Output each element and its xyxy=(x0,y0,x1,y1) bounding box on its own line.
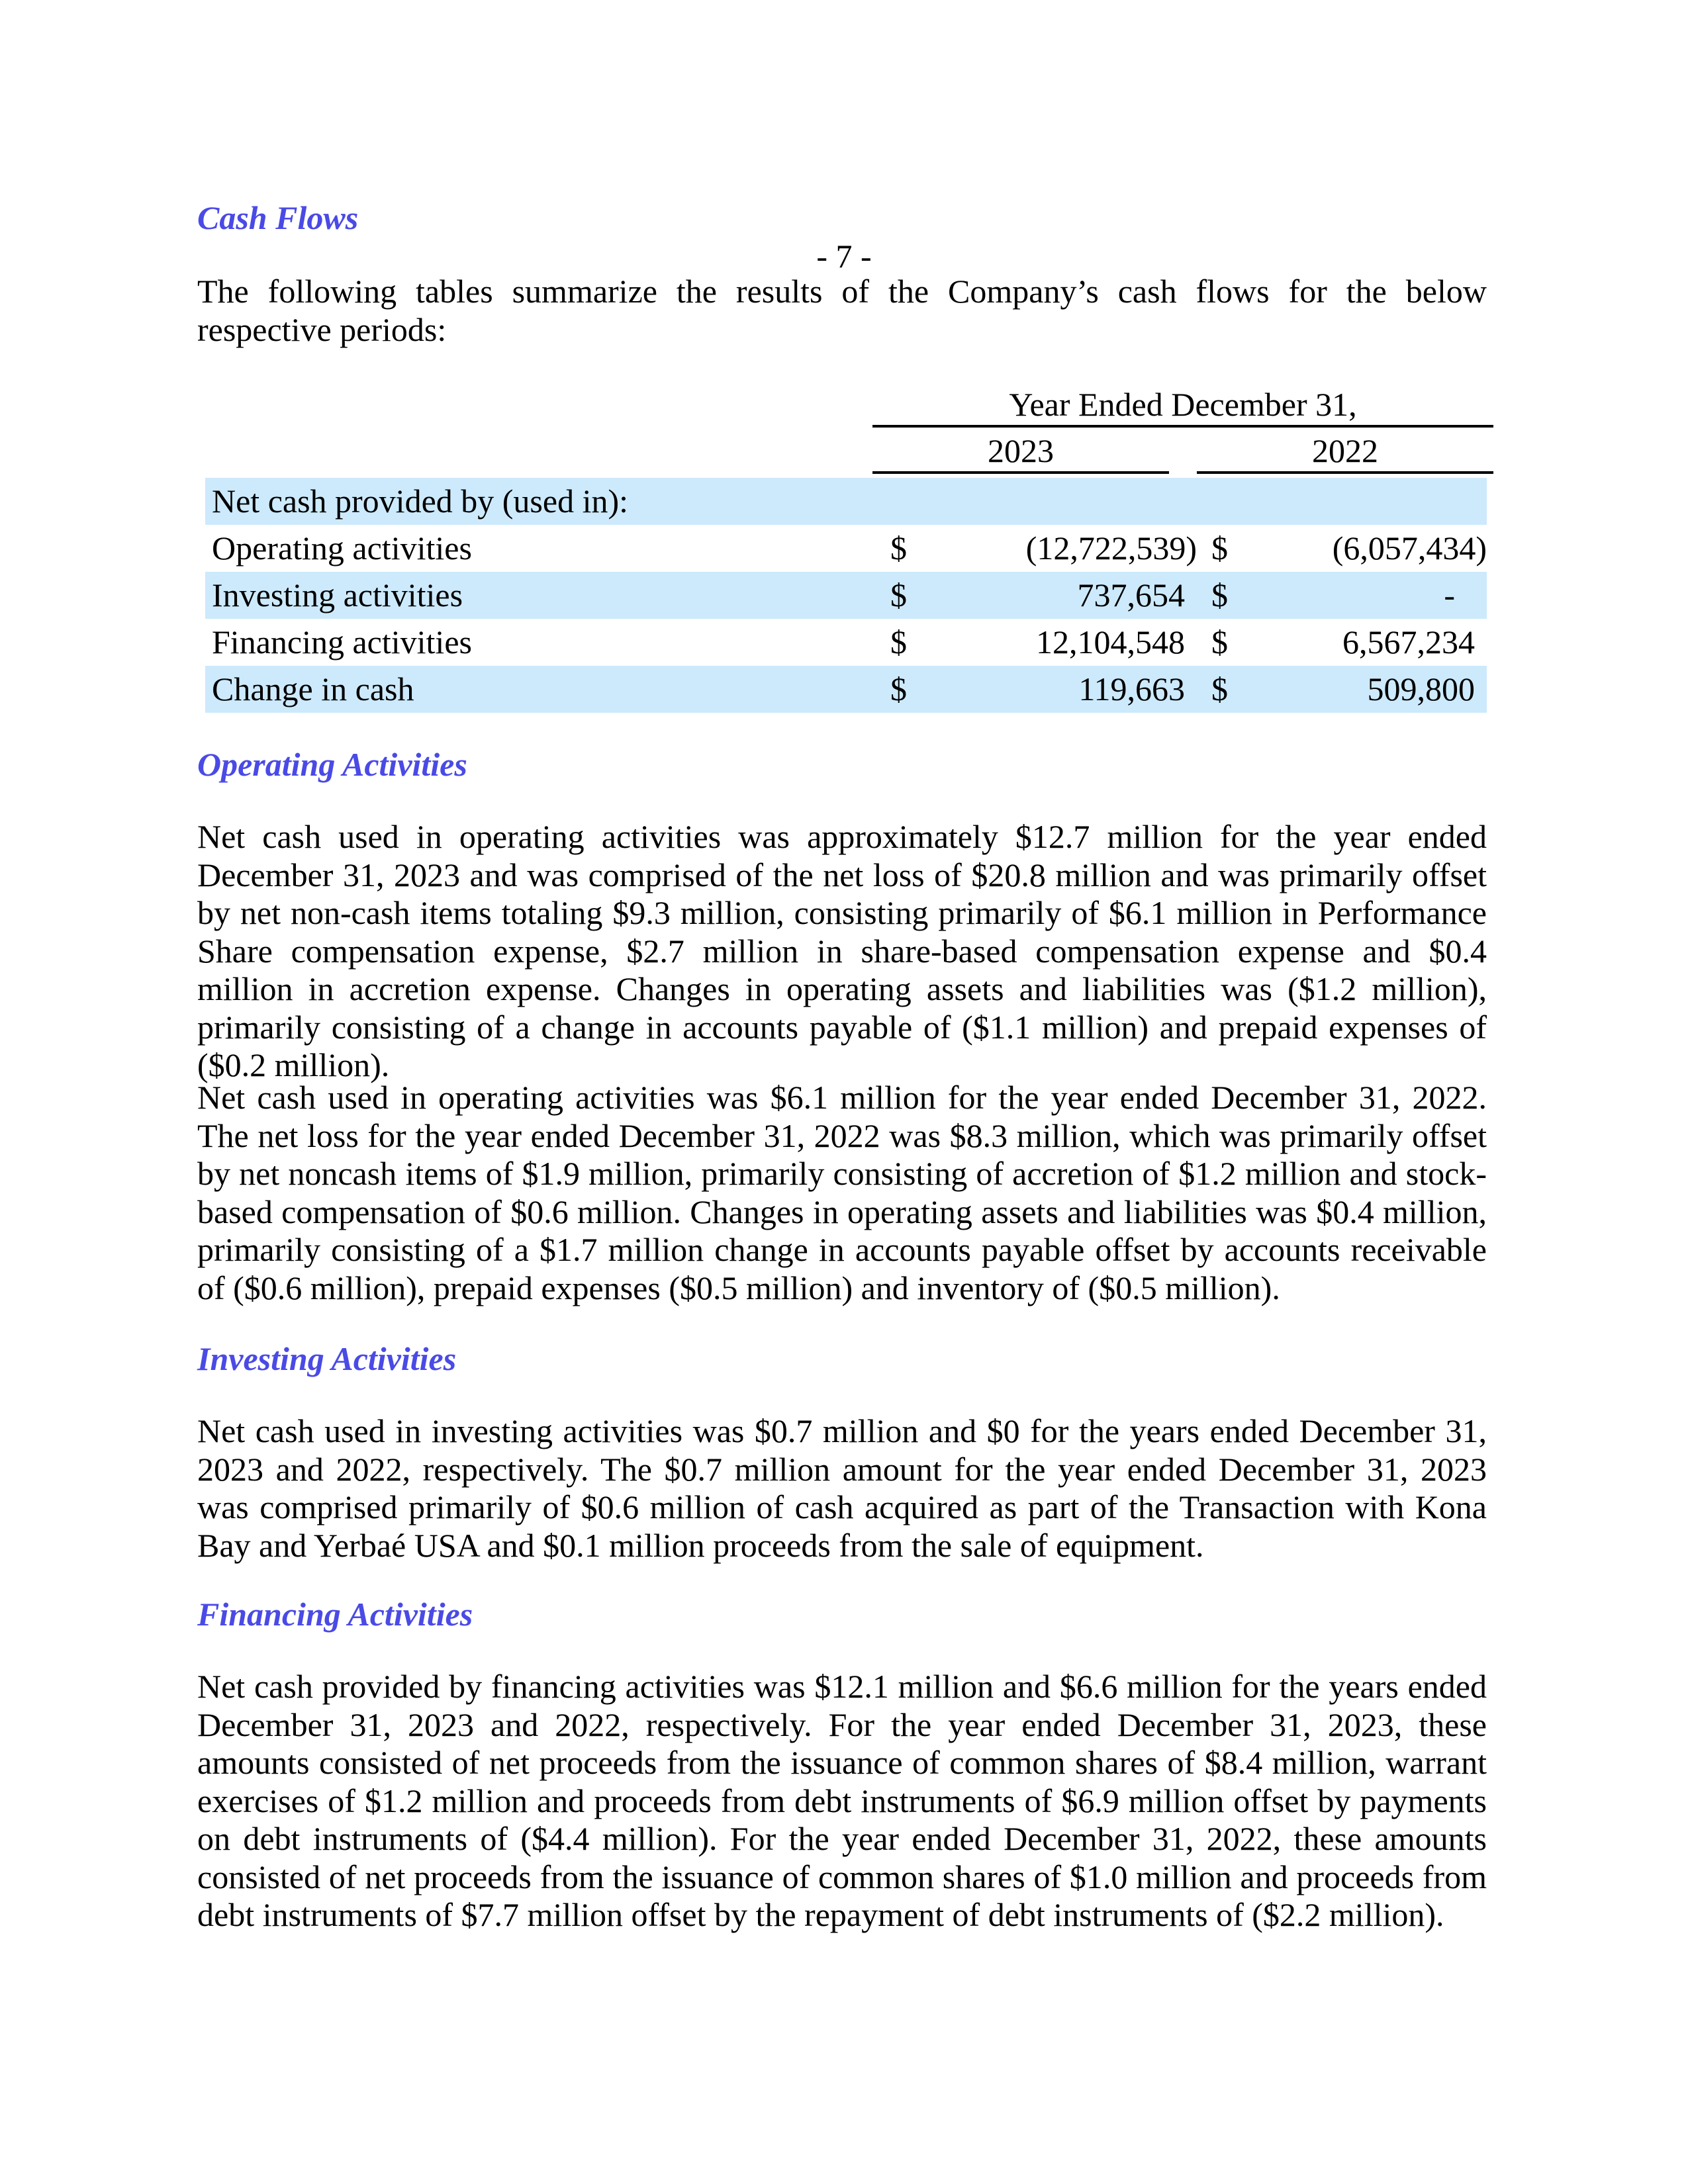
row-label: Change in cash xyxy=(212,670,414,707)
value-2023: 119,663 xyxy=(1078,670,1185,707)
row-label: Operating activities xyxy=(212,529,472,567)
value-2023: 12,104,548 xyxy=(1036,623,1185,660)
cash-flows-intro: The following tables summarize the results of the Company’s cash flows for the below respective periods: xyxy=(197,273,1487,348)
currency-symbol: $ xyxy=(890,576,907,614)
financing-paragraph: Net cash provided by financing activities was $12.1 million and $6.6 million for the years ended December 31, 2023 and 2022, respectively. For the year ended December 31, 2023, these amounts consisted of net proceeds from the issuance of common shares of $8.4 million, warrant exercises of $1.2 million and proceeds from debt instruments of $6.9 million offset by payments on debt instruments of ($4.4 million). For the year ended December 31, 2022, these amounts consisted of net proceeds from the issuance of common shares of $1.0 million and proceeds from debt instruments of $7.7 million offset by the repayment of debt instruments of ($2.2 million). xyxy=(197,1668,1487,1933)
table-row xyxy=(205,666,1487,713)
currency-symbol: $ xyxy=(1211,576,1228,614)
currency-symbol: $ xyxy=(1211,529,1228,567)
table-row xyxy=(205,572,1487,619)
table-row xyxy=(205,525,1487,572)
row-label: Net cash provided by (used in): xyxy=(212,482,629,520)
value-2022: 509,800 xyxy=(1367,670,1475,707)
table-header-period: Year Ended December 31, xyxy=(872,384,1493,428)
investing-paragraph: Net cash used in investing activities was $0.7 million and $0 for the years ended December 31, 2023 and 2022, respectively. The $0.7 million amount for the year ended December 31, 2023 was comprised primarily of $0.6 million of cash acquired as part of the Transaction with Kona Bay and Yerbaé USA and $0.1 million proceeds from the sale of equipment. xyxy=(197,1412,1487,1564)
section-heading-cash-flows: Cash Flows xyxy=(197,199,359,236)
table-row xyxy=(205,478,1487,525)
operating-paragraph-2023: Net cash used in operating activities was approximately $12.7 million for the year ended December 31, 2023 and was comprised of the net loss of $20.8 million and was primarily offset by net non-cash items totaling $9.3 million, consisting primarily of $6.1 million in Performance Share compensation expense, $2.7 million in share-based compensation expense and $0.4 million in accretion expense. Changes in operating assets and liabilities was ($1.2 million), primarily consisting of a change in accounts payable of ($1.1 million) and prepaid expenses of ($0.2 million). xyxy=(197,818,1487,1083)
column-header-2023: 2023 xyxy=(872,430,1169,474)
currency-symbol: $ xyxy=(890,623,907,660)
value-2022: (6,057,434) xyxy=(1332,529,1487,567)
section-heading-financing: Financing Activities xyxy=(197,1596,473,1633)
currency-symbol: $ xyxy=(1211,670,1228,707)
value-2022: 6,567,234 xyxy=(1342,623,1475,660)
currency-symbol: $ xyxy=(1211,623,1228,660)
section-heading-operating: Operating Activities xyxy=(197,746,467,783)
value-2022: - xyxy=(1444,576,1455,614)
row-label: Financing activities xyxy=(212,623,472,660)
row-label: Investing activities xyxy=(212,576,463,614)
currency-symbol: $ xyxy=(890,529,907,567)
page-number: - 7 - xyxy=(816,238,872,275)
value-2023: 737,654 xyxy=(1077,576,1185,614)
column-header-2022: 2022 xyxy=(1197,430,1493,474)
operating-paragraph-2022: Net cash used in operating activities was $6.1 million for the year ended December 31, 2022. The net loss for the year ended December 31, 2022 was $8.3 million, which was primarily offset by net noncash items of $1.9 million, primarily consisting of accretion of $1.2 million and stock-based compensation of $0.6 million. Changes in operating assets and liabilities was $0.4 million, primarily consisting of a $1.7 million change in accounts payable offset by accounts receivable of ($0.6 million), prepaid expenses ($0.5 million) and inventory of ($0.5 million). xyxy=(197,1079,1487,1306)
section-heading-investing: Investing Activities xyxy=(197,1340,457,1377)
value-2023: (12,722,539) xyxy=(1025,529,1197,567)
currency-symbol: $ xyxy=(890,670,907,707)
table-row xyxy=(205,619,1487,666)
